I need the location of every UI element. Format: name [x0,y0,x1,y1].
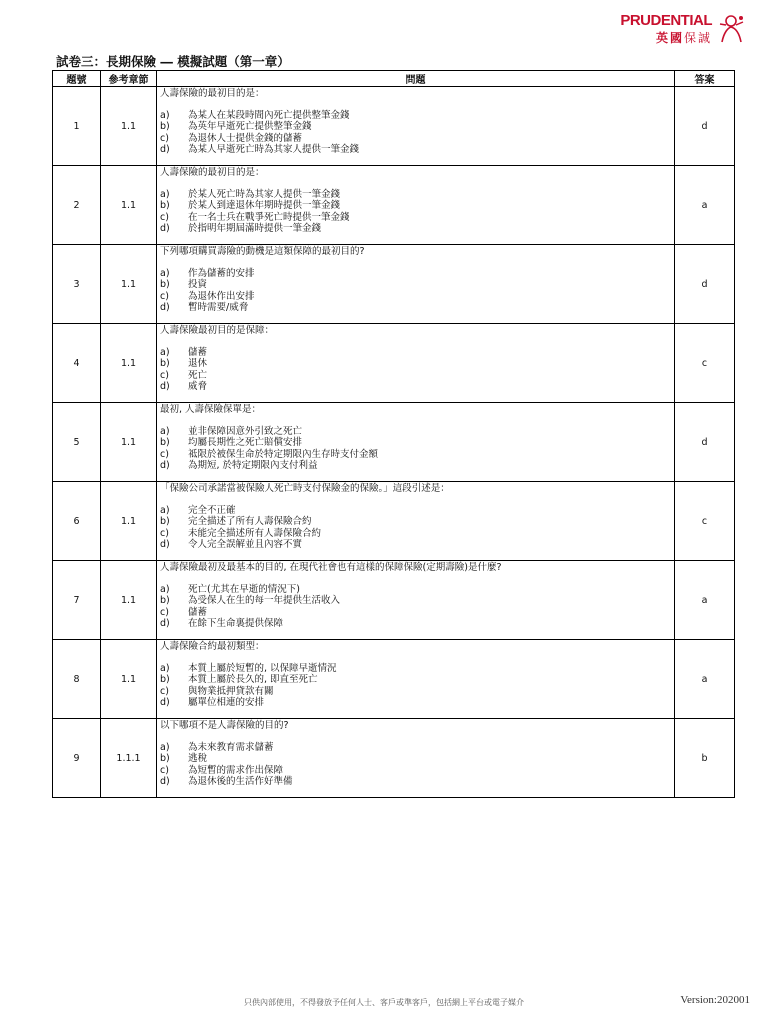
option-label: b) [160,595,170,607]
question-number: 2 [53,166,101,245]
option-text: 令人完全誤解並且內容不實 [188,539,303,551]
table-row [53,640,735,719]
reference-section: 1.1 [101,245,157,324]
question-cell [157,482,675,561]
table-row [53,719,735,798]
question-number: 1 [53,87,101,166]
answer-option [160,426,671,438]
table-row [53,561,735,640]
question-number: 4 [53,324,101,403]
question-number: 8 [53,640,101,719]
question-number: 9 [53,719,101,798]
answer-option [160,212,671,224]
answer-option [160,584,671,596]
question-text: 人壽保險的最初目的是： [160,88,265,99]
option-text: 屬單位相連的安排 [188,697,265,709]
option-label: d) [160,697,170,709]
option-label: d) [160,618,170,630]
option-label: a) [160,425,170,437]
option-label: b) [160,753,170,765]
answer-option [160,347,671,359]
answer-option [160,121,671,133]
option-text: 為英年早逝死亡提供整筆金錢 [188,121,312,133]
logo-cn-light: 保誠 [683,31,712,45]
answer-key: c [675,482,735,561]
option-text: 完全描述了所有人壽保險合約 [188,516,312,528]
option-text: 為退休作出安排 [188,290,255,302]
question-text: 下列哪項購買壽險的動機是這類保障的最初目的? [160,246,365,257]
spacer [160,653,671,663]
spacer [160,258,671,268]
option-text: 祗限於被保生命於特定期限內生存時支付金額 [188,448,379,460]
option-text: 投資 [188,279,208,291]
question-text: 人壽保險合約最初類型： [160,641,265,652]
answer-option [160,268,671,280]
option-text: 為退休後的生活作好準備 [188,776,293,788]
prudence-figure-icon [716,12,746,44]
reference-section: 1.1.1 [101,719,157,798]
option-text: 本質上屬於長久的, 即直至死亡 [188,674,318,686]
question-number: 5 [53,403,101,482]
answer-option [160,528,671,540]
answer-option [160,223,671,235]
answer-option [160,200,671,212]
option-label: a) [160,662,170,674]
spacer [160,100,671,110]
option-text: 為受保人在生的每一年提供生活收入 [188,595,341,607]
reference-section: 1.1 [101,324,157,403]
option-label: c) [160,290,169,302]
option-label: c) [160,448,169,460]
option-text: 為退休人士提供金錢的儲蓄 [188,132,303,144]
option-text: 作為儲蓄的安排 [188,267,255,279]
spacer [160,495,671,505]
option-label: d) [160,223,170,235]
answer-option [160,505,671,517]
option-label: c) [160,369,169,381]
question-text: 人壽保險最初目的是保障： [160,325,275,336]
option-text: 在一名士兵在戰爭死亡時提供一筆金錢 [188,211,350,223]
answer-option [160,279,671,291]
option-label: a) [160,267,170,279]
answer-option [160,460,671,472]
option-text: 在餘下生命裏提供保障 [188,618,284,630]
answer-option [160,753,671,765]
option-text: 為短暫的需求作出保障 [188,764,284,776]
prudential-logo [616,10,746,46]
option-label: a) [160,583,170,595]
table-row [53,166,735,245]
option-text: 均屬長期性之死亡賠償安排 [188,437,303,449]
spacer [160,416,671,426]
question-text: 「保險公司承諾當被保險人死亡時支付保險金的保險。」這段引述是： [160,483,450,494]
option-text: 於某人到達退休年期時提供一筆金錢 [188,200,341,212]
option-text: 為期短, 於特定期限內支付利益 [188,460,318,472]
table-header-row [53,71,735,87]
option-label: b) [160,200,170,212]
col-header-number: 題號 [53,71,101,87]
option-label: a) [160,741,170,753]
answer-key: b [675,719,735,798]
question-text: 最初, 人壽保險保單是： [160,404,262,415]
answer-option [160,110,671,122]
confidentiality-note: 只供內部使用，不得發放予任何人士、客戶或準客戶，包括網上平台或電子媒介 [244,998,524,1007]
spacer [160,337,671,347]
option-text: 為某人在某段時間內死亡提供整筆金錢 [188,109,350,121]
option-text: 威脅 [188,381,208,393]
option-label: d) [160,460,170,472]
option-label: a) [160,504,170,516]
option-label: b) [160,674,170,686]
answer-option [160,765,671,777]
answer-option [160,144,671,156]
table-row [53,482,735,561]
option-text: 為某人早逝死亡時為其家人提供一筆金錢 [188,144,360,156]
option-label: a) [160,188,170,200]
question-cell [157,166,675,245]
question-number: 3 [53,245,101,324]
option-label: c) [160,132,169,144]
answer-option [160,516,671,528]
version-label: Version:202001 [680,994,750,1006]
table-row [53,403,735,482]
logo-chinese-name [656,29,712,46]
option-text: 本質上屬於短暫的, 以保障早逝情況 [188,662,337,674]
question-text: 以下哪項不是人壽保險的目的? [160,720,289,731]
answer-option [160,618,671,630]
reference-section: 1.1 [101,87,157,166]
answer-option [160,607,671,619]
answer-key: d [675,87,735,166]
answer-option [160,595,671,607]
option-label: d) [160,302,170,314]
option-label: c) [160,764,169,776]
option-text: 於某人死亡時為其家人提供一筆金錢 [188,188,341,200]
col-header-question: 問題 [157,71,675,87]
answer-option [160,133,671,145]
answer-option [160,189,671,201]
answer-option [160,291,671,303]
question-table [52,70,735,798]
answer-option [160,697,671,709]
answer-option [160,742,671,754]
answer-key: a [675,166,735,245]
reference-section: 1.1 [101,166,157,245]
option-label: a) [160,346,170,358]
question-cell [157,87,675,166]
option-text: 儲蓄 [188,346,208,358]
option-text: 退休 [188,358,208,370]
answer-option [160,381,671,393]
question-cell [157,719,675,798]
option-text: 與物業抵押貸款有關 [188,685,274,697]
spacer [160,179,671,189]
option-label: b) [160,279,170,291]
question-cell [157,245,675,324]
logo-cn-bold: 英國 [655,31,684,45]
option-text: 死亡(尤其在早逝的情況下) [188,583,300,595]
answer-option [160,686,671,698]
answer-option [160,449,671,461]
option-text: 為未來教育需求儲蓄 [188,741,274,753]
option-text: 死亡 [188,369,208,381]
answer-key: a [675,640,735,719]
answer-key: c [675,324,735,403]
page-title: 試卷三：長期保險 ― 模擬試題（第一章） [56,54,290,69]
option-text: 並非保障因意外引致之死亡 [188,425,303,437]
answer-key: d [675,245,735,324]
spacer [160,574,671,584]
option-label: b) [160,516,170,528]
reference-section: 1.1 [101,403,157,482]
option-text: 儲蓄 [188,606,208,618]
col-header-answer: 答案 [675,71,735,87]
option-label: d) [160,776,170,788]
question-cell [157,561,675,640]
answer-key: a [675,561,735,640]
spacer [160,732,671,742]
reference-section: 1.1 [101,640,157,719]
option-label: d) [160,381,170,393]
option-text: 於指明年期屆滿時提供一筆金錢 [188,223,322,235]
table-row [53,245,735,324]
answer-option [160,674,671,686]
col-header-reference: 參考章節 [101,71,157,87]
option-label: b) [160,358,170,370]
option-label: d) [160,539,170,551]
answer-option [160,776,671,788]
option-text: 暫時需要/威脅 [188,302,249,314]
question-cell [157,640,675,719]
question-cell [157,324,675,403]
question-text: 人壽保險的最初目的是： [160,167,265,178]
answer-option [160,437,671,449]
answer-key: d [675,403,735,482]
option-label: c) [160,527,169,539]
question-number: 7 [53,561,101,640]
answer-option [160,539,671,551]
question-number: 6 [53,482,101,561]
option-label: b) [160,121,170,133]
reference-section: 1.1 [101,482,157,561]
option-label: a) [160,109,170,121]
table-row [53,87,735,166]
option-label: c) [160,685,169,697]
option-label: b) [160,437,170,449]
answer-option [160,370,671,382]
reference-section: 1.1 [101,561,157,640]
option-label: d) [160,144,170,156]
answer-option [160,663,671,675]
answer-option [160,302,671,314]
option-label: c) [160,211,169,223]
table-row [53,324,735,403]
option-text: 未能完全描述所有人壽保險合約 [188,527,322,539]
option-text: 逃稅 [188,753,208,765]
logo-wordmark: PRUDENTIAL [620,12,712,29]
question-cell [157,403,675,482]
answer-option [160,358,671,370]
option-label: c) [160,606,169,618]
option-text: 完全不正確 [188,504,236,516]
question-text: 人壽保險最初及最基本的目的, 在現代社會也有這樣的保障保險(定期壽險)是什麼? [160,562,502,573]
